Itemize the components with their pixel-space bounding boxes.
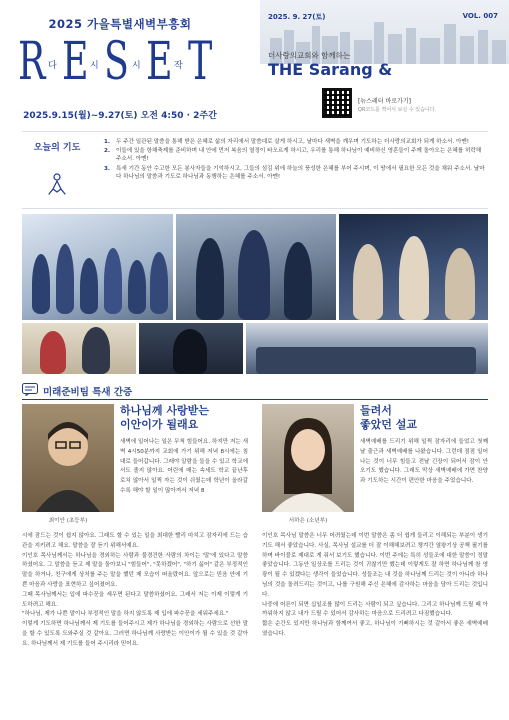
article-title-line1: 하나님께 사랑받는	[120, 404, 209, 417]
article-title-line1: 들려서	[360, 404, 392, 417]
article-paragraph: 시에 잠드는 것이 쉽지 않아요. 그래도 할 수 있는 일을 최대한 빨리 마치고 잠자리에 드는 습관을 지키려고 해요. 말씀을 잘 듣기 위해서예요.	[22, 533, 248, 549]
qr-code[interactable]	[322, 88, 352, 118]
portrait-graphic	[262, 404, 354, 512]
section-heading	[22, 381, 488, 399]
prayer-number: 3.	[104, 165, 111, 172]
reset-letter-s: S	[104, 32, 129, 92]
article-paragraph: 이인호 목사님께서는 하나님을 경외하는 사람과 불경건한 사람의 차이는 '말'에 있다고 말씀하셨어요. 그 말씀을 듣고 제 말을 돌아보니 "힘들어", "못하겠어", "하기 싫어" 같은 부정적인 말을 하거나, 친구에게 상처를 주는 말을 했던 제 모습이 떠올랐어요. 앞으로는 믿음 안에 기쁜 마음과 사랑을 표현하고 싶어졌어요.	[22, 552, 248, 588]
article-body	[262, 532, 488, 640]
article-title-line2: 좋았던 설교	[360, 418, 417, 431]
event-title: 2025 가을특별새벽부흥회	[48, 17, 192, 31]
prayer-item	[104, 138, 488, 146]
event-banner	[0, 0, 240, 128]
reset-small-1: 다	[48, 61, 57, 71]
article-title-line2: 이안이가 될래요	[120, 418, 199, 431]
prayer-text: 두 주간 일관된 말씀을 통해 받은 은혜로 삶의 자리에서 말씀대로 살게 하시고, 날마다 새벽을 깨우며 기도하는 더사랑의교회가 되게 하소서. 아멘!	[116, 139, 469, 145]
qr-sublabel: QR코드를 찍어서 보실 수 있습니다.	[358, 107, 437, 113]
prayer-label: 오늘의 기도	[33, 143, 81, 153]
prayer-list	[104, 138, 488, 182]
article-paragraph: 이렇게 기도하면 하나님께서 제 기도를 들어주시고 제가 하나님을 경외하는 사람으로 선한 말을 할 수 있도록 도와주실 것 같아요. 그러면 하나님께 사랑받는 이안이가 될 수 있을 것 같아요. 하나님께서 제 기도를 들어 주시리라 믿어요.	[22, 621, 248, 647]
article-paragraph: 짧은 순간도 있지만 하나님과 함께여서 좋고, 하나님이 기뻐하시는 것 같아서 좋은 새벽예배였습니다.	[262, 621, 488, 637]
prayer-item	[104, 147, 488, 163]
sarang-title: THE Sarang &	[268, 60, 393, 79]
article-body	[22, 532, 248, 650]
sarang-subtitle: 더사랑의교회와 함께하는	[268, 51, 351, 60]
prayer-item	[104, 165, 488, 181]
reset-small-3: 시	[132, 61, 141, 71]
prayer-section	[22, 131, 488, 209]
prayer-number: 2.	[104, 148, 111, 155]
praying-hands-icon	[44, 172, 70, 198]
photo-children-choir	[22, 214, 173, 320]
portrait-graphic	[22, 404, 114, 512]
reset-small-2: 시	[90, 61, 99, 71]
issue-date: 2025. 9. 27(토)	[268, 13, 326, 21]
article-title	[120, 404, 246, 432]
section-divider	[22, 399, 488, 400]
photo-congregation	[246, 323, 488, 374]
photo-choir-closeup	[339, 214, 488, 320]
reset-letter-e2: E	[146, 32, 173, 92]
volume-number: VOL. 007	[462, 12, 498, 20]
reset-small-4: 작	[174, 61, 183, 71]
photo-worship-singing	[176, 214, 336, 320]
reset-logo	[18, 32, 230, 92]
prayer-text: 이들에 있을 항해축제를 준비하며 내 안에 먼저 복음의 열정이 타오르게 하시고, 우리를 통해 하나님이 예비하신 영혼들이 주께 돌아오는 은혜를 허락해 주소서. 아멘!	[116, 148, 482, 163]
chat-bubble-icon	[22, 383, 38, 396]
photo-prayer-blessing	[22, 323, 136, 374]
issue-panel	[260, 0, 509, 128]
article-title	[360, 404, 486, 432]
testimony-right	[262, 404, 488, 714]
section-title: 미래준비팀 특새 간증	[43, 387, 133, 398]
article-body-intro: 새벽예배를 드리기 위해 일찍 잠자리에 들었고 첫째 날 출근과 새벽예배를 나왔습니다. 그런데 점점 일어나는 것이 너무 힘들고 전날 긴장이 되어서 잠이 안 오기도 했습니다. 그래도 막상 새벽예배에 가면 찬양과 기도하는 시간이 편안한 마음을 주었습니다.	[360, 439, 488, 485]
article-paragraph: 나중에 어른이 되면 십일조를 많이 드리는 사람이 되고 싶습니다. 그리고 하나님께 드릴 때 아까워하지 않고 내가 드릴 수 있어서 감사하는 마음으로 드리려고 다짐했습니다.	[262, 601, 488, 618]
reset-letter-r: R	[18, 32, 46, 92]
prayer-text: 특새 기간 동안 수고한 모든 봉사자들을 기억하시고, 그들의 섬김 위에 하늘의 풍성한 은혜를 부어 주시며, 이 땅에서 필요한 모든 것을 채워 주소서. 날마다 하나님의 말씀과 기도로 하나님과 동행하는 은혜를 주소서. 아멘!	[116, 165, 485, 180]
photo-pastor-preaching	[139, 323, 243, 374]
portrait-photo	[262, 404, 354, 512]
testimony-left	[22, 404, 248, 714]
photo-collage	[22, 214, 488, 374]
prayer-number: 1.	[104, 139, 111, 145]
event-date: 2025.9.15(월)~9.27(토) 오전 4:50 · 2주간	[23, 111, 217, 121]
reset-letter-e: E	[62, 32, 89, 92]
portrait-caption: 서하은 (소년부)	[288, 518, 328, 524]
article-paragraph: "하나님, 제가 나쁜 말이나 부정적인 말을 하지 않도록 제 입에 파수꾼을 세워주세요."	[22, 611, 229, 618]
qr-label: [뉴스레터 바로가기]	[358, 98, 411, 105]
issue-row	[268, 12, 498, 22]
article-paragraph: 그때 목사님께서는 입에 파수꾼을 세우면 된다고 말씀하셨어요. 그래서 저는 이제 이렇게 기도하려고 해요.	[22, 591, 248, 608]
article-paragraph: 이인호 목사님 말씀은 너무 어려웠는데 이번 말씀은 좀 더 쉽게 들리고 이해되는 부분이 생기기도 해서 좋았습니다. 사실, 목사님 설교를 더 잘 이해해보려고 챙겨간 열왕기상 공책 필기를 하며 바이블로 제대로 게 줘서 보기도 했습니다. 이번 주에는 특히 성들조에 대한 말씀이 정말 좋았습니다. 그동안 일상조를 드리는 것이 귀찮기만 했는데 이렇게도 잘 하면 하나님께 참 영광이 될 수 있겠다는 생각이 들었습니다. 성들조는 내 것을 하나님께 드리는 것이 아니라 하나님의 것을 돌려드리는 것이고, 나를 구원해 주신 은혜에 감사하는 마음을 담아 드리는 것입니다.	[262, 533, 488, 598]
portrait-photo	[22, 404, 114, 512]
article-body-intro: 새벽에 일어나는 일은 무척 힘들어요. 하지만 저는 새벽 4시50분까지 교회에 가기 위해 저녁 8시에는 침대로 들어갑니다. 그래야 알람을 들을 수 있고 학교에서도 졸지 않아요. 어린에 매는 속세도 학교 끝난후 로치 않아서 일찍 자는 것이 쉬웠는데 학년이 올라갈수록 해야 할 일이 많아져서 저녁 8	[120, 439, 248, 494]
reset-letter-t: T	[188, 32, 213, 92]
newsletter-header	[0, 0, 509, 128]
portrait-caption: 최이안 (초등부)	[48, 518, 88, 524]
